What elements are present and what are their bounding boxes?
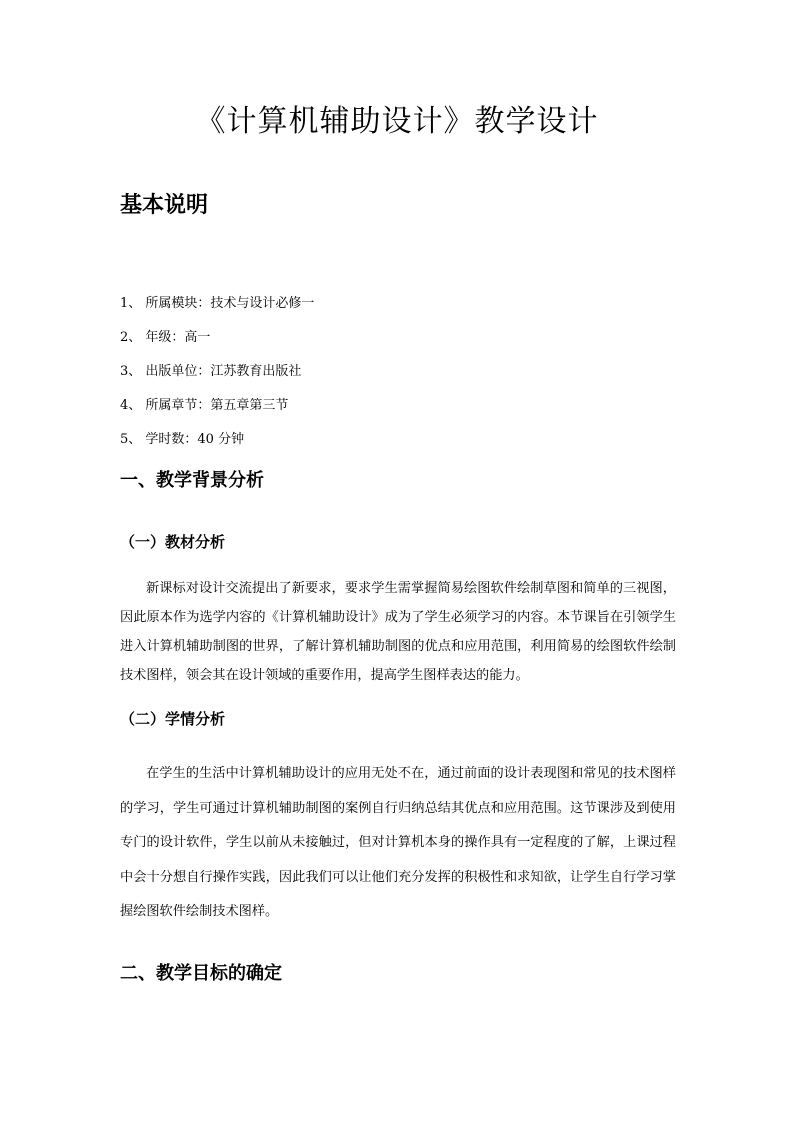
paragraph-textbook-analysis: 新课标对设计交流提出了新要求，要求学生需掌握简易绘图软件绘制草图和简单的三视图，因此原本作为选学内容的《计算机辅助设计》成为了学生必须学习的内容。本节课旨在引领学生进入计算机辅助制图的世界，了解计算机辅助制图的优点和应用范围，利用简易的绘图软件绘制技术图样，领会其在设计领域的重要作用，提高学生图样表达的能力。 — [120, 581, 676, 683]
paragraph-student-analysis: 在学生的生活中计算机辅助设计的应用无处不在，通过前面的设计表现图和常见的技术图样的学习，学生可通过计算机辅助制图的案例自行归纳总结其优点和应用范围。这节课涉及到使用专门的设计软件，学生以前从未接触过，但对计算机本身的操作具有一定程度的了解，上课过程中会十分想自行操作实践，因此我们可以让他们充分发挥的积极性和求知欲，让学生自行学习掌握绘图软件绘制技术图样。 — [120, 766, 676, 919]
info-item-publisher: 3、 出版单位：江苏教育出版社 — [120, 364, 302, 379]
basic-info-heading: 基本说明 — [120, 192, 209, 218]
document-title: 《计算机辅助设计》教学设计 — [195, 104, 599, 139]
subsection-heading-students: （二）学情分析 — [120, 710, 226, 728]
info-item-duration: 5、 学时数：40 分钟 — [120, 432, 245, 447]
section-heading-objectives: 二、教学目标的确定 — [120, 963, 282, 984]
section-heading-background: 一、教学背景分析 — [120, 470, 264, 491]
info-item-chapter: 4、 所属章节：第五章第三节 — [120, 398, 289, 413]
info-item-module: 1、 所属模块：技术与设计必修一 — [120, 296, 315, 311]
subsection-heading-textbook: （一）教材分析 — [120, 533, 226, 551]
basic-info-list — [120, 294, 680, 464]
info-item-grade: 2、 年级：高一 — [120, 330, 211, 345]
